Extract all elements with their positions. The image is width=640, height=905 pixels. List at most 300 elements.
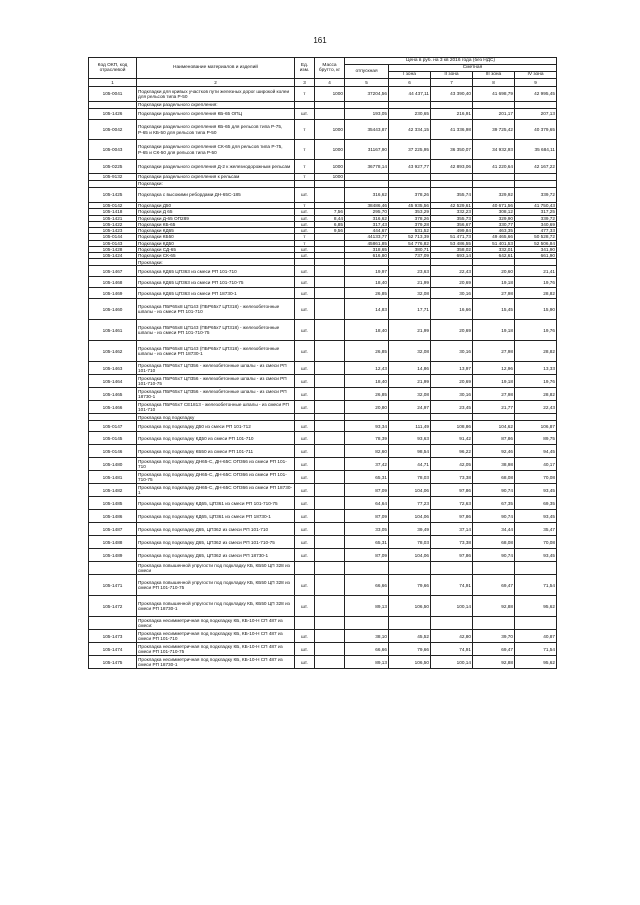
cell-zone-4-price: 339,72 (515, 215, 557, 221)
cell-name: Прокладка под подкладку Д65, ЦП362 из смеси РП 101-710-75 (137, 536, 295, 549)
cell-release-price: 317,43 (345, 221, 389, 227)
cell-mass (315, 266, 345, 277)
header-zone-1: I зона (389, 72, 431, 79)
cell-zone-1-price: 378,26 (389, 188, 431, 203)
cell-unit: шт. (295, 388, 315, 401)
cell-release-price: 87,09 (345, 484, 389, 497)
cell-zone-3-price: 87,86 (473, 432, 515, 445)
cell-zone-4-price (515, 414, 557, 421)
cell-zone-3-price: 27,98 (473, 341, 515, 362)
cell-zone-3-price: 40 671,56 (473, 203, 515, 209)
cell-zone-3-price: 329,90 (473, 215, 515, 221)
cell-zone-3-price: 330,77 (473, 221, 515, 227)
cell-zone-3-price (473, 562, 515, 575)
cell-zone-3-price: 329,92 (473, 188, 515, 203)
cell-mass: 1000 (315, 160, 345, 174)
cell-mass (315, 109, 345, 120)
cell-release-price: 36778,14 (345, 160, 389, 174)
cell-mass (315, 375, 345, 388)
cell-mass (315, 362, 345, 375)
cell-mass (315, 617, 345, 630)
cell-zone-3-price: 463,35 (473, 228, 515, 234)
cell-zone-4-price: 71,54 (515, 643, 557, 656)
cell-zone-3-price: 41 220,64 (473, 160, 515, 174)
cell-mass: 6,85 (315, 221, 345, 227)
cell-name: Подкладки раздельного скрепления СК-65 для рельсов типа Р-75, Р-65 и СК-50 для рельсов типа Р-50 (137, 140, 295, 160)
cell-zone-3-price (473, 174, 515, 181)
cell-code: 105-0041 (89, 87, 137, 102)
cell-zone-2-price: 20,69 (431, 375, 473, 388)
cell-mass (315, 643, 345, 656)
cell-zone-2-price: 13,97 (431, 362, 473, 375)
cell-code: 105-1464 (89, 375, 137, 388)
cell-release-price: 44133,77 (345, 234, 389, 240)
column-number: 6 (389, 79, 431, 87)
cell-zone-1-price (389, 259, 431, 266)
cell-zone-2-price: 358,02 (431, 246, 473, 252)
table-row (89, 375, 557, 388)
cell-code: 105-1460 (89, 299, 137, 320)
cell-zone-1-price: 111,49 (389, 421, 431, 432)
header-code: Код ОКП, код отраслевой (89, 58, 137, 79)
table-row (89, 471, 557, 484)
header-zone-2: II зона (431, 72, 473, 79)
cell-zone-3-price (473, 102, 515, 109)
cell-zone-1-price: 32,08 (389, 341, 431, 362)
cell-mass (315, 575, 345, 596)
cell-code: 105-1488 (89, 536, 137, 549)
cell-code: 105-1421 (89, 215, 137, 221)
cell-zone-2-price: 16,66 (431, 299, 473, 320)
column-number: 7 (431, 79, 473, 87)
cell-release-price: 37,42 (345, 458, 389, 471)
cell-unit: шт. (295, 221, 315, 227)
cell-zone-4-price: 40,87 (515, 630, 557, 643)
cell-zone-3-price: 67,35 (473, 497, 515, 510)
cell-name: Прокладка под подкладку Д50 из смеси РП 101-712 (137, 421, 295, 432)
cell-code: 105-1461 (89, 320, 137, 341)
cell-zone-4-price: 94,45 (515, 445, 557, 458)
cell-unit: шт. (295, 445, 315, 458)
cell-name: Прокладка повышенной упругости под подкладку КБ, КБ50 ЦП 328 из смеси РП 18730-1 (137, 596, 295, 617)
cell-mass (315, 523, 345, 536)
cell-zone-1-price: 104,06 (389, 484, 431, 497)
cell-code: 105-9132 (89, 174, 137, 181)
table-row (89, 174, 557, 181)
cell-code: 105-1480 (89, 458, 137, 471)
cell-name: Прокладка КД65 ЦП363 из смеси РП 101-710-75 (137, 277, 295, 288)
cell-release-price: 31167,90 (345, 140, 389, 160)
cell-code: 105-1489 (89, 549, 137, 562)
cell-release-price (345, 181, 389, 188)
cell-zone-4-price: 19,76 (515, 320, 557, 341)
cell-mass (315, 458, 345, 471)
cell-zone-1-price: 44 437,11 (389, 87, 431, 102)
cell-zone-1-price (389, 414, 431, 421)
cell-unit: шт. (295, 643, 315, 656)
cell-zone-3-price: 27,98 (473, 288, 515, 299)
cell-release-price: 18,40 (345, 277, 389, 288)
cell-unit: т (295, 234, 315, 240)
cell-zone-2-price (431, 414, 473, 421)
cell-code (89, 562, 137, 575)
cell-zone-3-price: 39,70 (473, 630, 515, 643)
cell-release-price: 66,66 (345, 643, 389, 656)
cell-mass (315, 432, 345, 445)
table-row (89, 421, 557, 432)
cell-release-price: 316,62 (345, 215, 389, 221)
cell-unit: шт. (295, 549, 315, 562)
cell-name: Подкладки КБ50 (137, 234, 295, 240)
header-price-group: Цена в руб. на 3 кв 2016 года (без НДС) (345, 58, 557, 65)
cell-release-price: 18,40 (345, 320, 389, 341)
cell-release-price (345, 617, 389, 630)
column-number: 3 (295, 79, 315, 87)
cell-zone-3-price: 104,62 (473, 421, 515, 432)
cell-release-price: 89,13 (345, 656, 389, 669)
table-row (89, 510, 557, 523)
cell-name: Прокладка ПБР65х7 ЦП356 - железобетонные шпалы - из смеси РП 101-710 (137, 362, 295, 375)
cell-code: 105-0042 (89, 120, 137, 140)
cell-mass (315, 277, 345, 288)
cell-zone-2-price: 100,14 (431, 596, 473, 617)
cell-zone-3-price: 20,60 (473, 266, 515, 277)
cell-zone-2-price: 42,05 (431, 458, 473, 471)
cell-code: 105-1426 (89, 109, 137, 120)
cell-code: 105-1475 (89, 656, 137, 669)
table-row (89, 458, 557, 471)
cell-zone-2-price (431, 174, 473, 181)
cell-mass (315, 484, 345, 497)
cell-unit (295, 102, 315, 109)
cell-zone-1-price: 24,97 (389, 401, 431, 414)
cell-zone-3-price: 21,77 (473, 401, 515, 414)
cell-unit: т (295, 240, 315, 246)
cell-name: Прокладка ПБР65х8 ЦП143 (ПБР65х7 ЦП318) - железобетонные шпалы - из смеси РП 101-710 (137, 299, 295, 320)
cell-unit: т (295, 203, 315, 209)
cell-unit: шт. (295, 375, 315, 388)
cell-code: 105-0142 (89, 203, 137, 209)
cell-mass (315, 259, 345, 266)
cell-code: 105-0043 (89, 140, 137, 160)
cell-release-price: 316,62 (345, 188, 389, 203)
cell-name: Подкладка с высокими ребордами ДН-65С-185 (137, 188, 295, 203)
cell-zone-3-price: 34,44 (473, 523, 515, 536)
cell-unit: шт. (295, 288, 315, 299)
cell-zone-1-price (389, 617, 431, 630)
cell-zone-4-price: 93,45 (515, 510, 557, 523)
cell-code (89, 181, 137, 188)
cell-unit: шт. (295, 246, 315, 252)
cell-zone-3-price: 308,12 (473, 209, 515, 215)
cell-unit: т (295, 140, 315, 160)
header-release: отпускная (345, 65, 389, 79)
cell-unit: шт. (295, 630, 315, 643)
cell-release-price: 33,05 (345, 523, 389, 536)
cell-zone-1-price: 104,06 (389, 510, 431, 523)
column-number: 5 (345, 79, 389, 87)
cell-zone-1-price: 21,99 (389, 277, 431, 288)
cell-name: Прокладка под подкладку ДН65-С, ДН-65С ОП366 из смеси РП 101-710 (137, 458, 295, 471)
cell-zone-2-price (431, 617, 473, 630)
cell-mass: 9,56 (315, 228, 345, 234)
cell-release-price (345, 414, 389, 421)
cell-unit: шт. (295, 401, 315, 414)
cell-name: Подкладки для кривых участков пути железных дорог широкой колеи для рельсов типа Р-50 (137, 87, 295, 102)
cell-release-price (345, 259, 389, 266)
cell-zone-1-price: 531,52 (389, 228, 431, 234)
cell-release-price: 38,10 (345, 630, 389, 643)
cell-zone-3-price: 69,47 (473, 575, 515, 596)
page-number: 161 (313, 36, 327, 45)
cell-mass (315, 471, 345, 484)
cell-release-price: 19,97 (345, 266, 389, 277)
cell-zone-1-price: 378,26 (389, 215, 431, 221)
cell-zone-4-price: 28,82 (515, 288, 557, 299)
cell-name: Подкладки КД65 (137, 228, 295, 234)
cell-mass (315, 414, 345, 421)
cell-zone-3-price: 68,08 (473, 471, 515, 484)
table-row (89, 523, 557, 536)
cell-unit: шт. (295, 253, 315, 259)
table-row (89, 277, 557, 288)
cell-code: 105-0143 (89, 240, 137, 246)
cell-zone-4-price: 95,62 (515, 596, 557, 617)
cell-release-price: 444,67 (345, 228, 389, 234)
cell-zone-4-price: 28,82 (515, 341, 557, 362)
cell-release-price: 93,34 (345, 421, 389, 432)
table-row (89, 341, 557, 362)
cell-zone-4-price: 70,08 (515, 471, 557, 484)
column-number: 4 (315, 79, 345, 87)
cell-zone-4-price: 93,45 (515, 549, 557, 562)
cell-zone-4-price: 50 528,72 (515, 234, 557, 240)
cell-name: Подкладки раздельного скрепления КБ-65 для рельсов типа Р-75, Р-65 и КБ-50 для рельсов типа Р-50 (137, 120, 295, 140)
cell-name: Подкладки Д-65 ОП289 (137, 215, 295, 221)
cell-name: Прокладка ПБР65х7 СЕ1813 - железобетонные шпалы - из смеси РП 101-710 (137, 401, 295, 414)
cell-release-price: 65,31 (345, 536, 389, 549)
cell-mass (315, 288, 345, 299)
cell-code: 105-1423 (89, 228, 137, 234)
cell-zone-3-price: 51 401,53 (473, 240, 515, 246)
table-row (89, 562, 557, 575)
cell-zone-2-price: 30,16 (431, 388, 473, 401)
table-row (89, 414, 557, 421)
cell-zone-1-price: 52 713,39 (389, 234, 431, 240)
cell-release-price (345, 102, 389, 109)
cell-name: Подкладки КБ-65 (137, 221, 295, 227)
table-row (89, 643, 557, 656)
cell-unit: шт. (295, 341, 315, 362)
cell-mass (315, 299, 345, 320)
cell-zone-1-price: 379,28 (389, 221, 431, 227)
cell-zone-4-price (515, 617, 557, 630)
table-row (89, 109, 557, 120)
cell-zone-3-price: 92,46 (473, 445, 515, 458)
cell-release-price: 26,85 (345, 388, 389, 401)
cell-zone-2-price (431, 181, 473, 188)
header-estimate: Сметная (389, 65, 557, 72)
cell-zone-2-price: 332,23 (431, 209, 473, 215)
cell-zone-3-price: 90,74 (473, 549, 515, 562)
cell-unit: шт. (295, 484, 315, 497)
cell-mass: 7,56 (315, 209, 345, 215)
cell-zone-4-price: 42 995,45 (515, 87, 557, 102)
cell-zone-2-price: 51 471,73 (431, 234, 473, 240)
cell-zone-2-price: 73,38 (431, 471, 473, 484)
cell-zone-2-price: 91,42 (431, 432, 473, 445)
cell-zone-1-price: 45,52 (389, 630, 431, 643)
cell-mass: 1000 (315, 174, 345, 181)
cell-zone-2-price: 97,86 (431, 484, 473, 497)
cell-code: 105-1424 (89, 253, 137, 259)
cell-code (89, 617, 137, 630)
cell-code: 105-1418 (89, 209, 137, 215)
cell-name: Прокладка под подкладку КД65, ЦП361 из смеси РП 18730-1 (137, 510, 295, 523)
cell-zone-4-price: 89,75 (515, 432, 557, 445)
cell-unit: шт. (295, 299, 315, 320)
cell-name: Прокладка ПБР65х7 ЦП356 - железобетонные шпалы - из смеси РП 101-710-75 (137, 375, 295, 388)
header-name: Наименование материалов и изделий (137, 58, 295, 79)
table-row (89, 362, 557, 375)
cell-mass: 1000 (315, 120, 345, 140)
cell-unit (295, 562, 315, 575)
cell-release-price: 37204,56 (345, 87, 389, 102)
cell-name: Прокладка повышенной упругости под подкладку КБ, КБ50 ЦП 328 из смеси РП 101-710-75 (137, 575, 295, 596)
cell-zone-4-price: 339,72 (515, 188, 557, 203)
cell-name: Прокладка несимметричная под подкладку КБ, КБ-10-Н СП 487 из смеси РП 101-710-75 (137, 643, 295, 656)
table-row (89, 102, 557, 109)
cell-unit: шт. (295, 209, 315, 215)
cell-name: Подкладки раздельного скрепления к рельсам (137, 174, 295, 181)
cell-zone-1-price (389, 562, 431, 575)
cell-mass (315, 497, 345, 510)
cell-zone-4-price (515, 174, 557, 181)
cell-zone-4-price (515, 259, 557, 266)
cell-code: 105-1474 (89, 643, 137, 656)
cell-zone-2-price (431, 259, 473, 266)
cell-zone-4-price (515, 102, 557, 109)
cell-mass (315, 188, 345, 203)
cell-zone-2-price: 20,69 (431, 320, 473, 341)
cell-unit: шт. (295, 188, 315, 203)
cell-release-price: 26,85 (345, 341, 389, 362)
cell-zone-1-price: 78,03 (389, 536, 431, 549)
cell-zone-3-price: 90,74 (473, 484, 515, 497)
cell-zone-2-price: 108,86 (431, 421, 473, 432)
cell-zone-1-price: 98,54 (389, 445, 431, 458)
cell-unit: шт. (295, 497, 315, 510)
cell-zone-2-price: 36 350,07 (431, 140, 473, 160)
cell-zone-3-price: 69,47 (473, 643, 515, 656)
cell-zone-1-price: 79,66 (389, 643, 431, 656)
cell-zone-4-price: 52 506,84 (515, 240, 557, 246)
cell-code: 105-0225 (89, 160, 137, 174)
cell-unit: шт. (295, 228, 315, 234)
cell-mass: 8,44 (315, 215, 345, 221)
cell-zone-1-price: 78,03 (389, 471, 431, 484)
cell-unit: шт. (295, 458, 315, 471)
cell-zone-4-price: 661,90 (515, 253, 557, 259)
cell-zone-1-price: 380,71 (389, 246, 431, 252)
cell-zone-3-price (473, 181, 515, 188)
cell-zone-4-price: 19,76 (515, 375, 557, 388)
table-row (89, 575, 557, 596)
cell-zone-4-price: 28,82 (515, 388, 557, 401)
cell-zone-1-price: 39,49 (389, 523, 431, 536)
cell-zone-4-price: 93,45 (515, 484, 557, 497)
cell-mass (315, 656, 345, 669)
cell-zone-1-price: 45 935,56 (389, 203, 431, 209)
cell-zone-2-price: 96,22 (431, 445, 473, 458)
cell-name: Прокладка ПБР65х8 ЦП143 (ПБР65х7 ЦП318) - железобетонные шпалы - из смеси РП 18730-1 (137, 341, 295, 362)
cell-zone-4-price: 22,43 (515, 401, 557, 414)
cell-code: 105-1466 (89, 401, 137, 414)
cell-zone-4-price: 106,87 (515, 421, 557, 432)
cell-name: Прокладка ПБР65х8 ЦП143 (ПБР65х7 ЦП318) - железобетонные шпалы - из смеси РП 101-710-75 (137, 320, 295, 341)
cell-zone-1-price: 21,99 (389, 375, 431, 388)
table-row (89, 432, 557, 445)
cell-unit: шт. (295, 536, 315, 549)
cell-code (89, 414, 137, 421)
cell-zone-4-price: 35 684,11 (515, 140, 557, 160)
cell-name: Прокладка ПБР65х7 ЦП356 - железобетонные шпалы - из смеси РП 18730-1 (137, 388, 295, 401)
cell-code: 105-1473 (89, 630, 137, 643)
cell-code: 105-1481 (89, 471, 137, 484)
cell-code: 105-1462 (89, 341, 137, 362)
cell-mass (315, 445, 345, 458)
cell-unit: шт. (295, 215, 315, 221)
cell-release-price: 87,09 (345, 510, 389, 523)
cell-unit: шт. (295, 432, 315, 445)
cell-mass (315, 536, 345, 549)
table-row (89, 630, 557, 643)
table-row (89, 656, 557, 669)
cell-unit: шт. (295, 596, 315, 617)
cell-name: Подкладки: (137, 181, 295, 188)
cell-zone-2-price: 499,84 (431, 228, 473, 234)
table-row (89, 320, 557, 341)
cell-unit: т (295, 160, 315, 174)
cell-release-price: 295,70 (345, 209, 389, 215)
cell-zone-2-price: 72,63 (431, 497, 473, 510)
cell-zone-2-price: 216,91 (431, 109, 473, 120)
cell-zone-1-price (389, 181, 431, 188)
cell-release-price: 87,09 (345, 549, 389, 562)
cell-zone-2-price: 30,16 (431, 288, 473, 299)
cell-release-price: 616,80 (345, 253, 389, 259)
cell-name: Подкладки Д 65 (137, 209, 295, 215)
cell-zone-1-price: 37 225,95 (389, 140, 431, 160)
cell-code: 105-1428 (89, 246, 137, 252)
cell-zone-3-price: 19,18 (473, 277, 515, 288)
cell-zone-2-price: 97,86 (431, 549, 473, 562)
column-number: 8 (473, 79, 515, 87)
cell-zone-4-price: 40 379,65 (515, 120, 557, 140)
cell-zone-1-price: 17,71 (389, 299, 431, 320)
cell-zone-2-price: 22,43 (431, 266, 473, 277)
cell-mass (315, 341, 345, 362)
cell-mass (315, 596, 345, 617)
cell-zone-4-price: 340,69 (515, 221, 557, 227)
cell-zone-1-price: 230,65 (389, 109, 431, 120)
cell-name: Подкладки раздельного скрепления КБ-65 ОПЦ (137, 109, 295, 120)
cell-zone-4-price: 69,35 (515, 497, 557, 510)
table-row (89, 266, 557, 277)
cell-zone-1-price: 23,63 (389, 266, 431, 277)
cell-zone-2-price: 74,91 (431, 575, 473, 596)
table-row (89, 549, 557, 562)
